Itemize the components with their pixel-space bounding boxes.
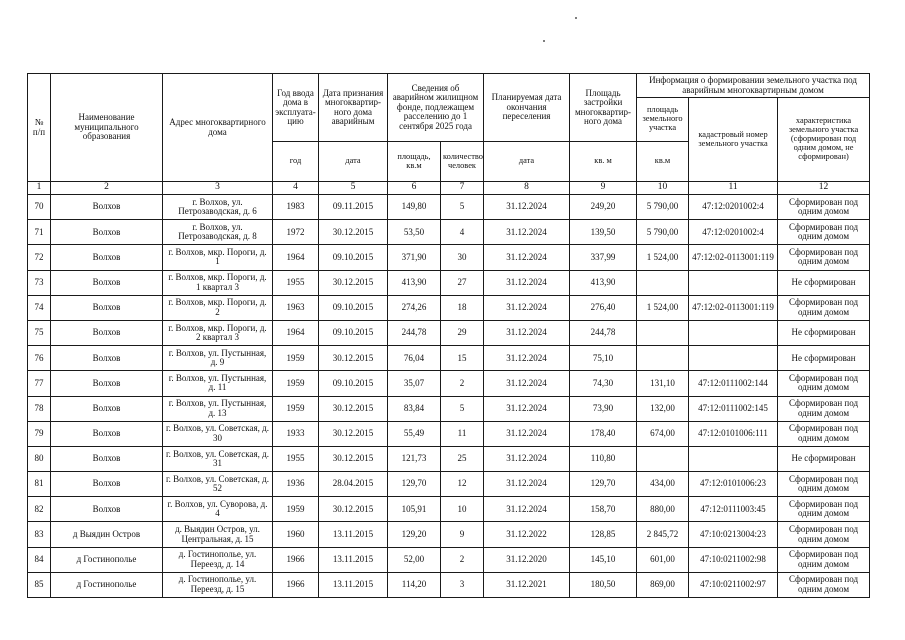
land-characteristic-cell: Не сформирован — [778, 346, 870, 371]
header-address: Адрес многоквартирного дома — [163, 74, 273, 182]
address-cell: г. Волхов, ул. Советская, д. 30 — [163, 421, 273, 446]
building-area-cell: 244,78 — [570, 320, 637, 345]
planned-end-date-cell: 31.12.2024 — [484, 220, 570, 245]
people-count-cell: 12 — [441, 472, 484, 497]
row-number: 76 — [28, 346, 51, 371]
emergency-date-cell: 30.12.2015 — [319, 396, 388, 421]
table-row — [28, 220, 870, 245]
cadastral-number-cell: 47:12:0201002:4 — [689, 195, 778, 220]
planned-end-date-cell: 31.12.2024 — [484, 270, 570, 295]
address-cell: д. Выядин Остров, ул. Центральная, д. 15 — [163, 522, 273, 547]
emergency-date-cell: 30.12.2015 — [319, 346, 388, 371]
row-number: 77 — [28, 371, 51, 396]
column-number: 4 — [273, 182, 319, 195]
year-cell: 1964 — [273, 320, 319, 345]
land-characteristic-cell: Сформирован под одним домом — [778, 497, 870, 522]
land-characteristic-cell: Сформирован под одним домом — [778, 421, 870, 446]
building-area-cell: 337,99 — [570, 245, 637, 270]
header-year-built: Год ввода дома в эксплуата-цию — [273, 74, 319, 142]
address-cell: г. Волхов, ул. Петрозаводская, д. 8 — [163, 220, 273, 245]
emergency-housing-table — [27, 73, 870, 598]
emergency-date-cell: 13.11.2015 — [319, 572, 388, 597]
land-area-cell: 5 790,00 — [637, 220, 689, 245]
cadastral-number-cell: 47:12:0111002:144 — [689, 371, 778, 396]
area-cell: 149,80 — [388, 195, 441, 220]
address-cell: г. Волхов, мкр. Пороги, д. 2 — [163, 295, 273, 320]
land-area-cell: 2 845,72 — [637, 522, 689, 547]
row-number: 80 — [28, 446, 51, 471]
area-cell: 121,73 — [388, 446, 441, 471]
area-cell: 129,20 — [388, 522, 441, 547]
table-row — [28, 421, 870, 446]
area-cell: 55,49 — [388, 421, 441, 446]
people-count-cell: 15 — [441, 346, 484, 371]
emergency-date-cell: 30.12.2015 — [319, 497, 388, 522]
land-area-cell: 434,00 — [637, 472, 689, 497]
municipality-cell: Волхов — [51, 396, 163, 421]
area-cell: 129,70 — [388, 472, 441, 497]
land-characteristic-cell: Не сформирован — [778, 446, 870, 471]
address-cell: д. Гостинополье, ул. Переезд, д. 15 — [163, 572, 273, 597]
table-row — [28, 497, 870, 522]
address-cell: г. Волхов, ул. Советская, д. 31 — [163, 446, 273, 471]
building-area-cell: 413,90 — [570, 270, 637, 295]
land-characteristic-cell: Не сформирован — [778, 320, 870, 345]
municipality-cell: Волхов — [51, 245, 163, 270]
emergency-date-cell: 09.11.2015 — [319, 195, 388, 220]
address-cell: г. Волхов, ул. Пустынная, д. 11 — [163, 371, 273, 396]
area-cell: 105,91 — [388, 497, 441, 522]
row-number: 85 — [28, 572, 51, 597]
table-row — [28, 195, 870, 220]
column-number-row — [28, 182, 870, 195]
people-count-cell: 18 — [441, 295, 484, 320]
land-characteristic-cell: Сформирован под одним домом — [778, 195, 870, 220]
table-row — [28, 295, 870, 320]
building-area-cell: 178,40 — [570, 421, 637, 446]
table-row — [28, 522, 870, 547]
land-characteristic-cell: Не сформирован — [778, 270, 870, 295]
header-housing-info: Сведения об аварийном жилищном фонде, подлежащем расселению до 1 сентября 2025 года — [388, 74, 484, 142]
municipality-cell: Волхов — [51, 371, 163, 396]
year-cell: 1955 — [273, 270, 319, 295]
planned-end-date-cell: 31.12.2021 — [484, 572, 570, 597]
row-number: 84 — [28, 547, 51, 572]
municipality-cell: Волхов — [51, 220, 163, 245]
municipality-cell: Волхов — [51, 295, 163, 320]
cadastral-number-cell: 47:12:02-0113001:119 — [689, 295, 778, 320]
land-characteristic-cell: Сформирован под одним домом — [778, 522, 870, 547]
year-cell: 1983 — [273, 195, 319, 220]
planned-end-date-cell: 31.12.2024 — [484, 371, 570, 396]
year-cell: 1933 — [273, 421, 319, 446]
column-number: 10 — [637, 182, 689, 195]
column-number: 6 — [388, 182, 441, 195]
building-area-cell: 110,80 — [570, 446, 637, 471]
planned-end-date-cell: 31.12.2024 — [484, 245, 570, 270]
land-area-cell — [637, 320, 689, 345]
cadastral-number-cell — [689, 346, 778, 371]
year-cell: 1966 — [273, 572, 319, 597]
column-number: 2 — [51, 182, 163, 195]
land-area-cell: 880,00 — [637, 497, 689, 522]
row-number: 73 — [28, 270, 51, 295]
building-area-cell: 249,20 — [570, 195, 637, 220]
area-cell: 83,84 — [388, 396, 441, 421]
people-count-cell: 5 — [441, 195, 484, 220]
planned-end-date-cell: 31.12.2024 — [484, 472, 570, 497]
table-row — [28, 270, 870, 295]
column-number: 7 — [441, 182, 484, 195]
year-cell: 1960 — [273, 522, 319, 547]
column-number: 1 — [28, 182, 51, 195]
land-area-cell: 674,00 — [637, 421, 689, 446]
scan-speck — [575, 17, 577, 19]
municipality-cell: Волхов — [51, 472, 163, 497]
address-cell: г. Волхов, ул. Суворова, д. 4 — [163, 497, 273, 522]
header-land-info: Информация о формировании земельного участка под аварийным многоквартирным домом — [637, 74, 870, 98]
emergency-date-cell: 28.04.2015 — [319, 472, 388, 497]
column-number: 11 — [689, 182, 778, 195]
municipality-cell: Волхов — [51, 446, 163, 471]
cadastral-number-cell — [689, 446, 778, 471]
people-count-cell: 5 — [441, 396, 484, 421]
building-area-cell: 276,40 — [570, 295, 637, 320]
address-cell: г. Волхов, ул. Пустынная, д. 9 — [163, 346, 273, 371]
cadastral-number-cell: 47:12:0111003:45 — [689, 497, 778, 522]
emergency-date-cell: 30.12.2015 — [319, 421, 388, 446]
year-cell: 1963 — [273, 295, 319, 320]
land-area-cell: 5 790,00 — [637, 195, 689, 220]
planned-end-date-cell: 31.12.2024 — [484, 396, 570, 421]
planned-end-date-cell: 31.12.2022 — [484, 522, 570, 547]
emergency-date-cell: 30.12.2015 — [319, 270, 388, 295]
people-count-cell: 25 — [441, 446, 484, 471]
municipality-cell: Волхов — [51, 346, 163, 371]
municipality-cell: д Гостинополье — [51, 572, 163, 597]
people-count-cell: 2 — [441, 547, 484, 572]
area-cell: 52,00 — [388, 547, 441, 572]
table-row — [28, 472, 870, 497]
emergency-date-cell: 09.10.2015 — [319, 320, 388, 345]
address-cell: г. Волхов, ул. Петрозаводская, д. 6 — [163, 195, 273, 220]
column-number: 3 — [163, 182, 273, 195]
emergency-date-cell: 09.10.2015 — [319, 295, 388, 320]
year-cell: 1966 — [273, 547, 319, 572]
row-number: 79 — [28, 421, 51, 446]
row-number: 71 — [28, 220, 51, 245]
people-count-cell: 2 — [441, 371, 484, 396]
land-area-cell — [637, 446, 689, 471]
land-characteristic-cell: Сформирован под одним домом — [778, 572, 870, 597]
land-characteristic-cell: Сформирован под одним домом — [778, 396, 870, 421]
row-number: 78 — [28, 396, 51, 421]
building-area-cell: 139,50 — [570, 220, 637, 245]
building-area-cell: 128,85 — [570, 522, 637, 547]
municipality-cell: Волхов — [51, 270, 163, 295]
header-cadastral-number: кадастровый номер земельного участка — [689, 98, 778, 182]
people-count-cell: 3 — [441, 572, 484, 597]
table-body — [28, 195, 870, 598]
emergency-date-cell: 13.11.2015 — [319, 522, 388, 547]
planned-end-date-cell: 31.12.2024 — [484, 421, 570, 446]
emergency-date-cell: 09.10.2015 — [319, 371, 388, 396]
planned-end-date-cell: 31.12.2020 — [484, 547, 570, 572]
planned-end-date-cell: 31.12.2024 — [484, 346, 570, 371]
building-area-cell: 75,10 — [570, 346, 637, 371]
land-area-cell: 1 524,00 — [637, 245, 689, 270]
year-cell: 1959 — [273, 396, 319, 421]
municipality-cell: д Выядин Остров — [51, 522, 163, 547]
land-characteristic-cell: Сформирован под одним домом — [778, 245, 870, 270]
header-land-area: площадь земельного участка — [637, 98, 689, 142]
address-cell: г. Волхов, мкр. Пороги, д. 1 квартал 3 — [163, 270, 273, 295]
building-area-cell: 158,70 — [570, 497, 637, 522]
people-count-cell: 27 — [441, 270, 484, 295]
land-area-cell: 131,10 — [637, 371, 689, 396]
area-cell: 35,07 — [388, 371, 441, 396]
address-cell: д. Гостинополье, ул. Переезд, д. 14 — [163, 547, 273, 572]
table-row — [28, 396, 870, 421]
year-cell: 1936 — [273, 472, 319, 497]
building-area-cell: 129,70 — [570, 472, 637, 497]
header-building-area: Площадь застройки многоквартир-ного дома — [570, 74, 637, 142]
municipality-cell: Волхов — [51, 421, 163, 446]
land-characteristic-cell: Сформирован под одним домом — [778, 371, 870, 396]
row-number: 70 — [28, 195, 51, 220]
emergency-date-cell: 30.12.2015 — [319, 220, 388, 245]
building-area-cell: 74,30 — [570, 371, 637, 396]
municipality-cell: Волхов — [51, 320, 163, 345]
year-cell: 1955 — [273, 446, 319, 471]
cadastral-number-cell: 47:10:0211002:98 — [689, 547, 778, 572]
people-count-cell: 30 — [441, 245, 484, 270]
scan-speck — [543, 40, 545, 42]
row-number: 82 — [28, 497, 51, 522]
column-number: 5 — [319, 182, 388, 195]
emergency-date-cell: 09.10.2015 — [319, 245, 388, 270]
header-row-number: № п/п — [28, 74, 51, 182]
unit-sq-m: кв. м — [570, 142, 637, 182]
cadastral-number-cell: 47:10:0211002:97 — [689, 572, 778, 597]
land-characteristic-cell: Сформирован под одним домом — [778, 220, 870, 245]
unit-year: год — [273, 142, 319, 182]
unit-land-sq-m: кв.м — [637, 142, 689, 182]
address-cell: г. Волхов, мкр. Пороги, д. 1 — [163, 245, 273, 270]
header-planned-end-date: Планируемая дата окончания переселения — [484, 74, 570, 142]
area-cell: 244,78 — [388, 320, 441, 345]
area-cell: 114,20 — [388, 572, 441, 597]
land-area-cell — [637, 270, 689, 295]
year-cell: 1959 — [273, 371, 319, 396]
planned-end-date-cell: 31.12.2024 — [484, 497, 570, 522]
planned-end-date-cell: 31.12.2024 — [484, 195, 570, 220]
planned-end-date-cell: 31.12.2024 — [484, 446, 570, 471]
land-area-cell — [637, 346, 689, 371]
table-row — [28, 547, 870, 572]
people-count-cell: 10 — [441, 497, 484, 522]
header-emergency-date: Дата признания многоквартир-ного дома аварийным — [319, 74, 388, 142]
year-cell: 1964 — [273, 245, 319, 270]
municipality-cell: д Гостинополье — [51, 547, 163, 572]
cadastral-number-cell: 47:12:0101006:23 — [689, 472, 778, 497]
area-cell: 53,50 — [388, 220, 441, 245]
header-area: площадь, кв.м — [388, 142, 441, 182]
table-row — [28, 346, 870, 371]
cadastral-number-cell: 47:12:02-0113001:119 — [689, 245, 778, 270]
table-row — [28, 572, 870, 597]
header-people-count: количество человек — [441, 142, 484, 182]
cadastral-number-cell — [689, 320, 778, 345]
municipality-cell: Волхов — [51, 195, 163, 220]
address-cell: г. Волхов, ул. Пустынная, д. 13 — [163, 396, 273, 421]
row-number: 74 — [28, 295, 51, 320]
column-number: 9 — [570, 182, 637, 195]
area-cell: 76,04 — [388, 346, 441, 371]
planned-end-date-cell: 31.12.2024 — [484, 295, 570, 320]
land-area-cell: 869,00 — [637, 572, 689, 597]
cadastral-number-cell: 47:10:0213004:23 — [689, 522, 778, 547]
people-count-cell: 4 — [441, 220, 484, 245]
building-area-cell: 180,50 — [570, 572, 637, 597]
land-characteristic-cell: Сформирован под одним домом — [778, 295, 870, 320]
land-area-cell: 601,00 — [637, 547, 689, 572]
table-row — [28, 245, 870, 270]
people-count-cell: 29 — [441, 320, 484, 345]
land-characteristic-cell: Сформирован под одним домом — [778, 547, 870, 572]
address-cell: г. Волхов, ул. Советская, д. 52 — [163, 472, 273, 497]
table-row — [28, 371, 870, 396]
emergency-date-cell: 13.11.2015 — [319, 547, 388, 572]
row-number: 83 — [28, 522, 51, 547]
header-municipality: Наименование муниципального образования — [51, 74, 163, 182]
building-area-cell: 73,90 — [570, 396, 637, 421]
cadastral-number-cell: 47:12:0101006:111 — [689, 421, 778, 446]
emergency-date-cell: 30.12.2015 — [319, 446, 388, 471]
land-area-cell: 1 524,00 — [637, 295, 689, 320]
planned-end-date-cell: 31.12.2024 — [484, 320, 570, 345]
column-number: 12 — [778, 182, 870, 195]
cadastral-number-cell — [689, 270, 778, 295]
year-cell: 1959 — [273, 497, 319, 522]
unit-end-date: дата — [484, 142, 570, 182]
row-number: 81 — [28, 472, 51, 497]
land-characteristic-cell: Сформирован под одним домом — [778, 472, 870, 497]
year-cell: 1959 — [273, 346, 319, 371]
land-area-cell: 132,00 — [637, 396, 689, 421]
area-cell: 274,26 — [388, 295, 441, 320]
area-cell: 371,90 — [388, 245, 441, 270]
municipality-cell: Волхов — [51, 497, 163, 522]
cadastral-number-cell: 47:12:0111002:145 — [689, 396, 778, 421]
row-number: 75 — [28, 320, 51, 345]
people-count-cell: 11 — [441, 421, 484, 446]
cadastral-number-cell: 47:12:0201002:4 — [689, 220, 778, 245]
row-number: 72 — [28, 245, 51, 270]
unit-date: дата — [319, 142, 388, 182]
year-cell: 1972 — [273, 220, 319, 245]
table-row — [28, 320, 870, 345]
people-count-cell: 9 — [441, 522, 484, 547]
address-cell: г. Волхов, мкр. Пороги, д. 2 квартал 3 — [163, 320, 273, 345]
table-row — [28, 446, 870, 471]
header-land-characteristic: характеристика земельного участка (сформирован под одним домом, не сформирован) — [778, 98, 870, 182]
area-cell: 413,90 — [388, 270, 441, 295]
building-area-cell: 145,10 — [570, 547, 637, 572]
column-number: 8 — [484, 182, 570, 195]
